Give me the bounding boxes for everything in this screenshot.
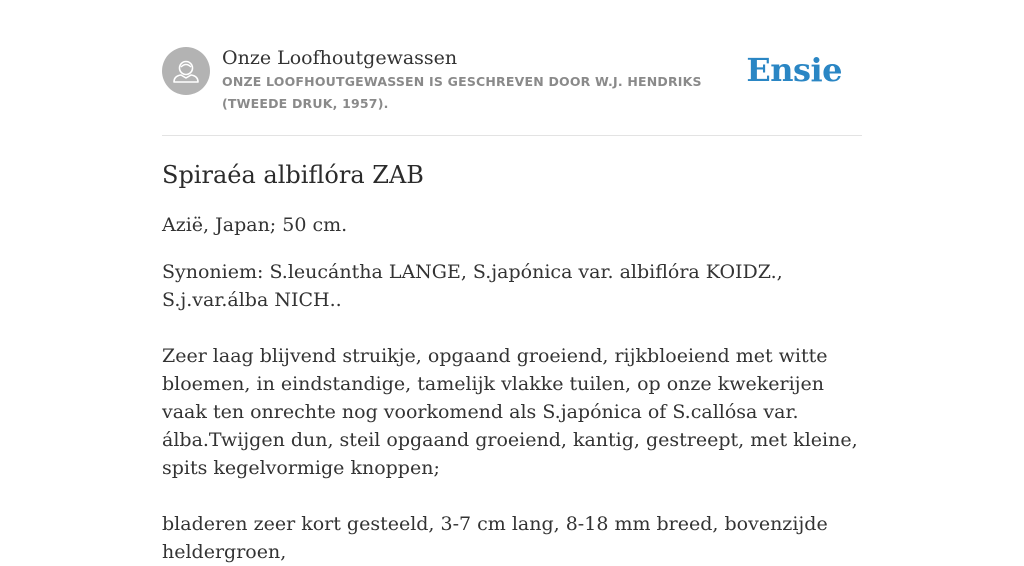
header-divider: [162, 135, 862, 136]
entry-title: Spiraéa albiflóra ZAB: [162, 161, 424, 189]
entry-synonyms: Synoniem: S.leucántha LANGE, S.japónica var. albiflóra KOIDZ., S.j.var.álba NICH..: [162, 261, 783, 311]
source-header: [162, 46, 862, 136]
entry-description: Zeer laag blijvend struikje, opgaand groeiend, rijkbloeiend met witte bloemen, in eindstandige, tamelijk vlakke tuilen, op onze kwekerijen vaak ten onrechte nog voorkomend als S.japónica of S.callósa var. álba.Twijgen dun, steil opgaand groeiend, kantig, gestreept, met kleine, spits kegelvormige knoppen;: [162, 345, 858, 479]
source-title[interactable]: Onze Loofhoutgewassen: [222, 47, 458, 69]
entry-leaves: bladeren zeer kort gesteeld, 3-7 cm lang, 8-18 mm breed, bovenzijde heldergroen,: [162, 513, 828, 563]
source-description: ONZE LOOFHOUTGEWASSEN IS GESCHREVEN DOOR W.J. HENDRIKS (TWEEDE DRUK, 1957).: [222, 74, 702, 111]
ensie-logo[interactable]: Ensie: [746, 51, 842, 89]
entry-origin: Azië, Japan; 50 cm.: [162, 214, 348, 236]
entry-content: [162, 158, 862, 566]
user-avatar-icon[interactable]: [162, 47, 210, 95]
